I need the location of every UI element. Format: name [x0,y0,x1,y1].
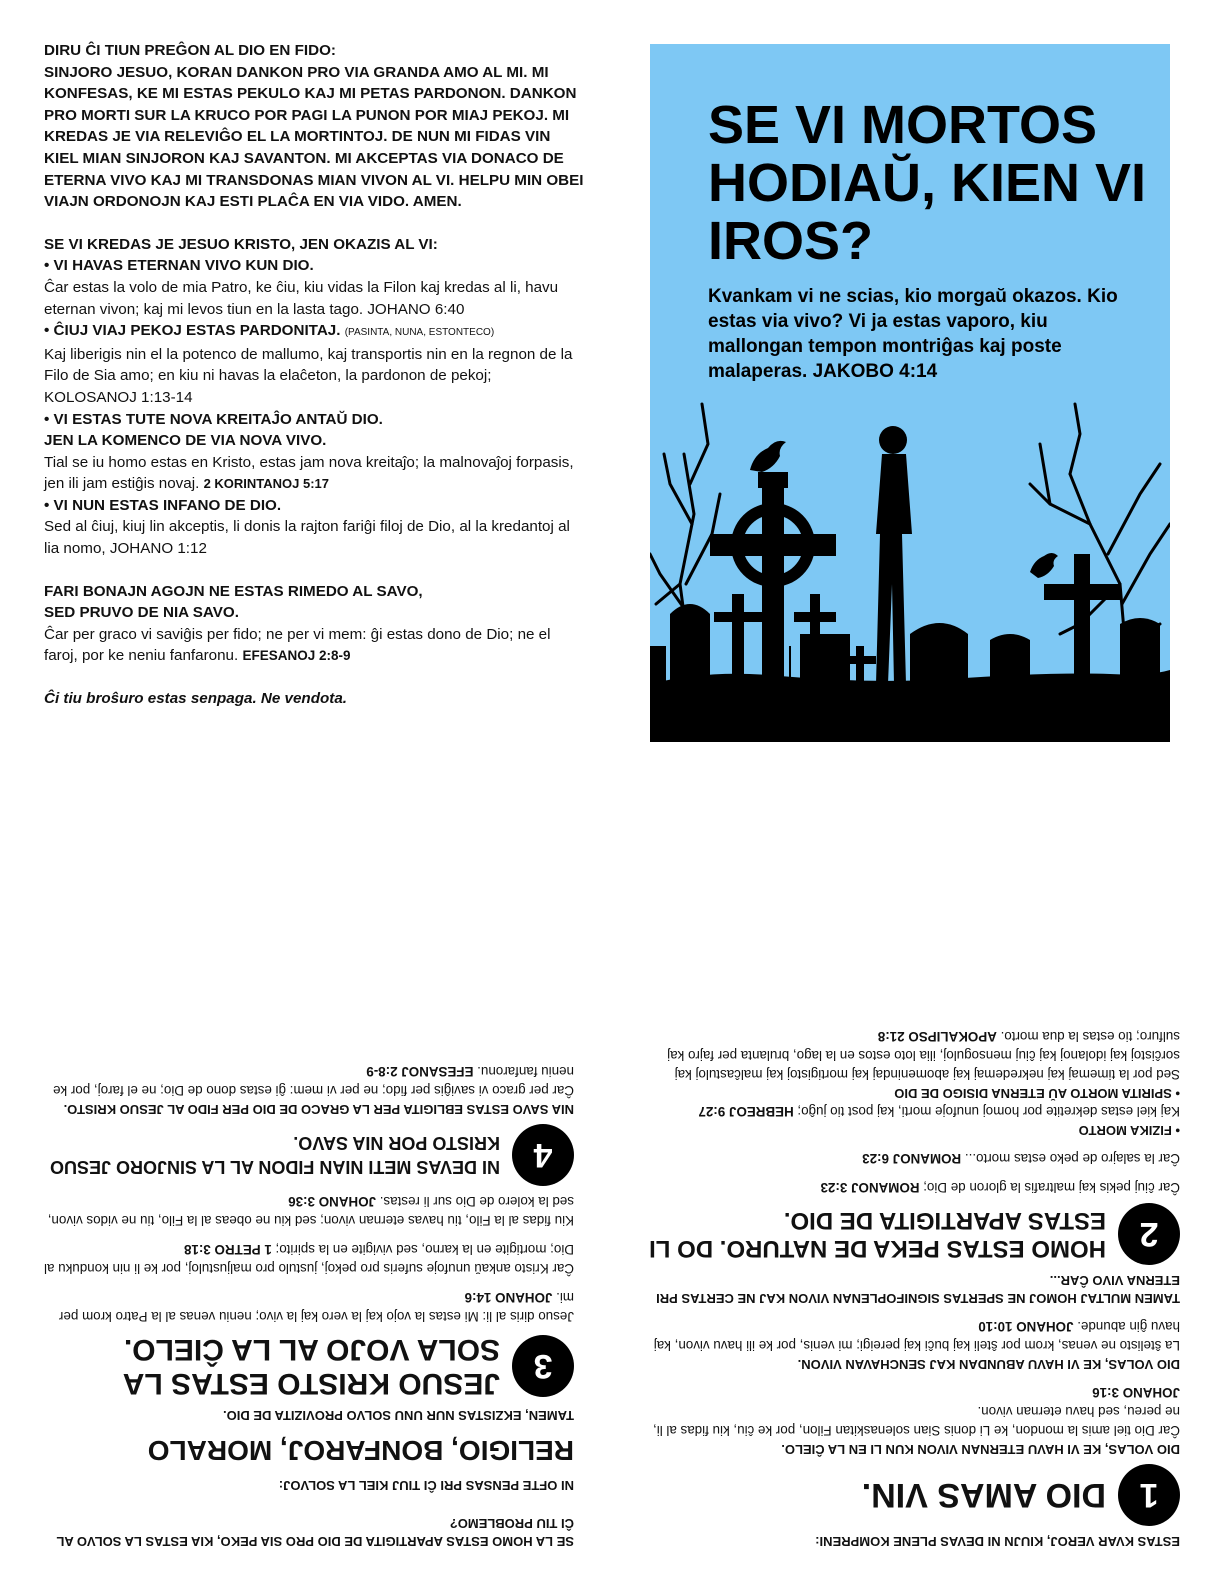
bullet-forgiven-text: Kaj liberigis nin el la potenco de mallumo, kaj transportis nin en la regnon de la Filo de Sia amo; en kiu ni havas la elaĉeton, la pardonon de pekoj; KOLOSANOJ 1:13-14 [44,345,573,406]
bullet-new-creation-text [44,452,584,495]
section-4-number: 4 [512,1124,574,1186]
section-3-verse-1 [44,1288,574,1326]
believe-heading: SE VI KREDAS JE JESUO KRISTO, JEN OKAZIS AL VI: [44,235,438,253]
inner-panel-solution [44,810,574,1550]
section-2-verse-2 [640,1149,1180,1168]
section-4-text: Ĉar per graco vi saviĝis per fido; ne per vi mem: ĝi estas dono de Dio; ne el faroj, por ke neniu fanfaronu. [53,1064,574,1098]
four-truths-intro: ESTAS KVAR VEROJ, KIUJN NI DEVAS PLENE KOMPRENI: [815,1534,1180,1549]
section-4 [44,1124,574,1186]
section-1-verse-2 [640,1317,1180,1355]
problem-question: SE LA HOMO ESTAS APARTIGITA DE DIO PRO SIA PEKO, KIA ESTAS LA SOLVO AL ĈI TIU PROBLEMO? [56,1516,574,1549]
one-solution: TAMEN, EKZISTAS NUR UNU SOLVO PROVIZITA DE DIO. [222,1408,574,1423]
bullet-new-creation-subtitle: JEN LA KOMENCO DE VIA NOVA VIVO. [44,432,327,450]
works-heading-1: FARI BONAJN AGOJN NE ESTAS RIMEDO AL SAVO, [44,582,423,600]
section-2-bullet-spiritual-verse [640,1027,1180,1084]
graveyard-silhouette-illustration [650,384,1170,742]
section-2-ref-1: ROMANOJ 3:23 [820,1180,920,1195]
section-2-text-2: Ĉar la salajro de peko estas morto... [964,1151,1180,1166]
section-4-caps: NIA SAVO ESTAS EBLIGITA PER LA GRACO DE DIO PER FIDO AL JESUO KRISTO. [63,1102,574,1117]
cover-title: SE VI MORTOS HODIAŬ, KIEN VI IROS? [708,95,1147,271]
bullet-eternal-life: • VI HAVAS ETERNAN VIVO KUN DIO. [44,257,314,275]
bullet-child-of-god: • VI NUN ESTAS INFANO DE DIO. [44,496,282,514]
section-4-ref: EFESANOJ 2:8-9 [366,1064,474,1079]
common-solutions: RELIGIO, BONFAROJ, MORALO [147,1435,574,1466]
section-2-verse-1 [640,1178,1180,1197]
bullet-new-creation: • VI ESTAS TUTE NOVA KREITAĴO ANTAŬ DIO. [44,410,383,428]
works-verse: Ĉar per graco vi saviĝis per fido; ne per vi mem: ĝi estas dono de Dio; ne el faroj, por ke neniu fanfaronu. [44,625,551,665]
section-2-bullet-physical: • FIZIKA MORTO [1078,1123,1180,1138]
section-3-ref-2: 1 PETRO 3:18 [183,1242,272,1257]
section-3-text-3: Kiu fidas al la Filo, tiu havas eternan vivon; sed kiu ne obeas al la Filo, tiu ne vidos vivon, sed la kolero de Dio sur li restas. [47,1194,574,1228]
section-1-ref-2: JOHANO 10:10 [978,1319,1074,1334]
section-3-verse-2 [44,1240,574,1278]
works-text [44,624,584,667]
section-2-number: 2 [1118,1203,1180,1265]
bullet-forgiven-title: • ĈIUJ VIAJ PEKOJ ESTAS PARDONITAJ. [44,322,341,340]
back-panel [44,40,584,710]
prayer-heading: DIRU ĈI TIUN PREĜON AL DIO EN FIDO: [44,42,336,59]
section-3-number: 3 [512,1335,574,1397]
section-3-verse-3 [44,1192,574,1230]
section-4-title: NI DEVAS METI NIAN FIDON AL LA SINJORO JESUO KRISTO POR NIA SAVO. [49,1133,500,1177]
works-heading-2: SED PRUVO DE NIA SAVO. [44,604,239,622]
section-1-caps-1: DIO VOLAS, KE VI HAVU ETERNAN VIVON KUN LI EN LA ĈIELO. [781,1442,1180,1457]
works-ref: EFESANOJ 2:8-9 [242,648,351,664]
section-2-bullet-spiritual-text: Sed por la timemaj kaj nekredemaj kaj abomenindaj kaj mortigistoj kaj malĉastuloj kaj sorĉistoj kaj idolanoj kaj ĉiuj mensoguloj, ilia loto estos en la lago, brulanta per fajro kaj sulfuro; tio estas la dua morto. [667,1029,1180,1082]
new-creation-verse: Tial se iu homo estas en Kristo, estas jam nova kreitaĵo; la malnovaĵoj forpasis, jen ili jam estiĝis novaj. [44,453,574,493]
section-3 [44,1332,574,1400]
section-1-caps-3: TAMEN MULTAJ HOMOJ NE SPERTAS SIGNIFOPLENAN VIVON KAJ NE CERTAS PRI ETERNA VIVO ĈAR... [656,1273,1180,1306]
section-1-verse-1 [640,1383,1180,1440]
section-1-title: DIO AMAS VIN. [861,1476,1106,1514]
section-2-title: HOMO ESTAS PEKA DE NATURO. DO LI ESTAS APARTIGITA DE DIO. [649,1207,1106,1262]
bullet-child-of-god-text: Sed al ĉiuj, kiuj lin akceptis, li donis la rajton fariĝi filoj de Dio, al la kredantoj al lia nomo, JOHANO 1:12 [44,518,570,558]
section-3-ref-1: JOHANO 14:6 [464,1290,553,1305]
section-1-text-2: La ŝtelisto ne venas, krom por ŝteli kaj buĉi kaj pereigi; mi venis, por ke ili havu vivon, kaj havu ĝin abunde. [653,1319,1180,1353]
section-2-text-1: Ĉar ĉiuj pekis kaj maltrafis la gloron de Dio; [923,1180,1180,1195]
section-3-text-2: Ĉar Kristo ankaŭ unufoje suferis pro pekoj, justulo pro maljustuloj, por ke li nin konduku al Dio; mortigite en la karno, sed vivigite en la spirito; [44,1242,574,1276]
section-2-bullet-spiritual-ref: APOKALIPSO 21:8 [877,1029,997,1044]
inner-panel-truths [640,810,1180,1550]
bullet-forgiven [44,320,584,344]
section-1-caps-2: DIO VOLAS, KE VI HAVU ABUNDAN KAJ SENCHAVAN VIVON. [797,1357,1180,1372]
section-2-bullet-spiritual: • SPIRITA MORTO AŬ ETERNA DISIGO DE DIO [894,1086,1180,1101]
bullet-eternal-life-text: Ĉar estas la volo de mia Patro, ke ĉiu, kiu vidas la Filon kaj kredas al li, havu eternan vivon; kaj mi levos tiun en la lasta tago. JOHANO 6:40 [44,278,559,318]
cover-panel [650,44,1170,742]
section-2-ref-2: ROMANOJ 6:23 [862,1151,962,1166]
section-3-ref-3: JOHANO 3:36 [288,1194,377,1209]
section-1-ref-1: JOHANO 3:16 [1092,1385,1180,1400]
cover-subtitle: Kvankam vi ne scias, kio morgaŭ okazos. Kio estas via vivo? Vi ja estas vaporo, kiu mallongan tempon montriĝas kaj poste malaperas. JAKOBO 4:14 [708,286,1118,382]
section-3-title: JESUO KRISTO ESTAS LA SOLA VOJO AL LA ĈIELO. [123,1333,500,1400]
section-1-number: 1 [1118,1464,1180,1526]
section-2 [640,1203,1180,1265]
section-3-text-1: Jesuo diris al li: Mi estas la vojo kaj la vero kaj la vivo; neniu venas al la Patro krom per mi. [58,1290,574,1324]
section-2-bullet-physical-ref: HEBREOJ 9:27 [698,1104,794,1119]
bullet-forgiven-note: (PASINTA, NUNA, ESTONTECO) [344,327,495,339]
section-2-bullet-physical-verse [640,1102,1180,1121]
section-4-verse [44,1062,574,1100]
section-1-text-1: Ĉar Dio tiel amis la mondon, ke Li donis Sian solenaskitan Filon, por ke ĉiu, kiu fidas al li, ne pereu, sed havu eternan vivon. [653,1404,1180,1438]
prayer-body: SINJORO JESUO, KORAN DANKON PRO VIA GRANDA AMO AL MI. MI KONFESAS, KE MI ESTAS PEKULO KAJ MI PETAS PARDONON. DANKON PRO MORTI SUR LA KRUCO POR PAGI LA PUNON POR MIAJ PEKOJ. MI KREDAS JE VIA RELEVIĜO EL LA MORTINTOJ. DE NUN MI FIDAS VIN KIEL MIAN SINJORON KAJ SAVANTON. MI AKCEPTAS VIA DONACO DE ETERNA VIVO KAJ MI TRANSDONAS MIAN VIVON AL VI. HELPU MIN OBEI VIAJN ORDONOJN KAJ ESTI PLAĈA EN VIA VIDO. AMEN. [44,63,584,211]
section-1 [640,1464,1180,1526]
section-2-bullet-physical-text: Kaj kiel estas dekretite por homoj unufoje morti, kaj post tio juĝo; [797,1104,1180,1119]
new-creation-ref: 2 KORINTANOJ 5:17 [203,476,330,492]
common-solutions-intro: NI OFTE PENSAS PRI ĈI TIUJ KIEL LA SOLVOJ: [278,1478,574,1493]
free-note: Ĉi tiu broŝuro estas senpaga. Ne vendota. [44,690,347,708]
